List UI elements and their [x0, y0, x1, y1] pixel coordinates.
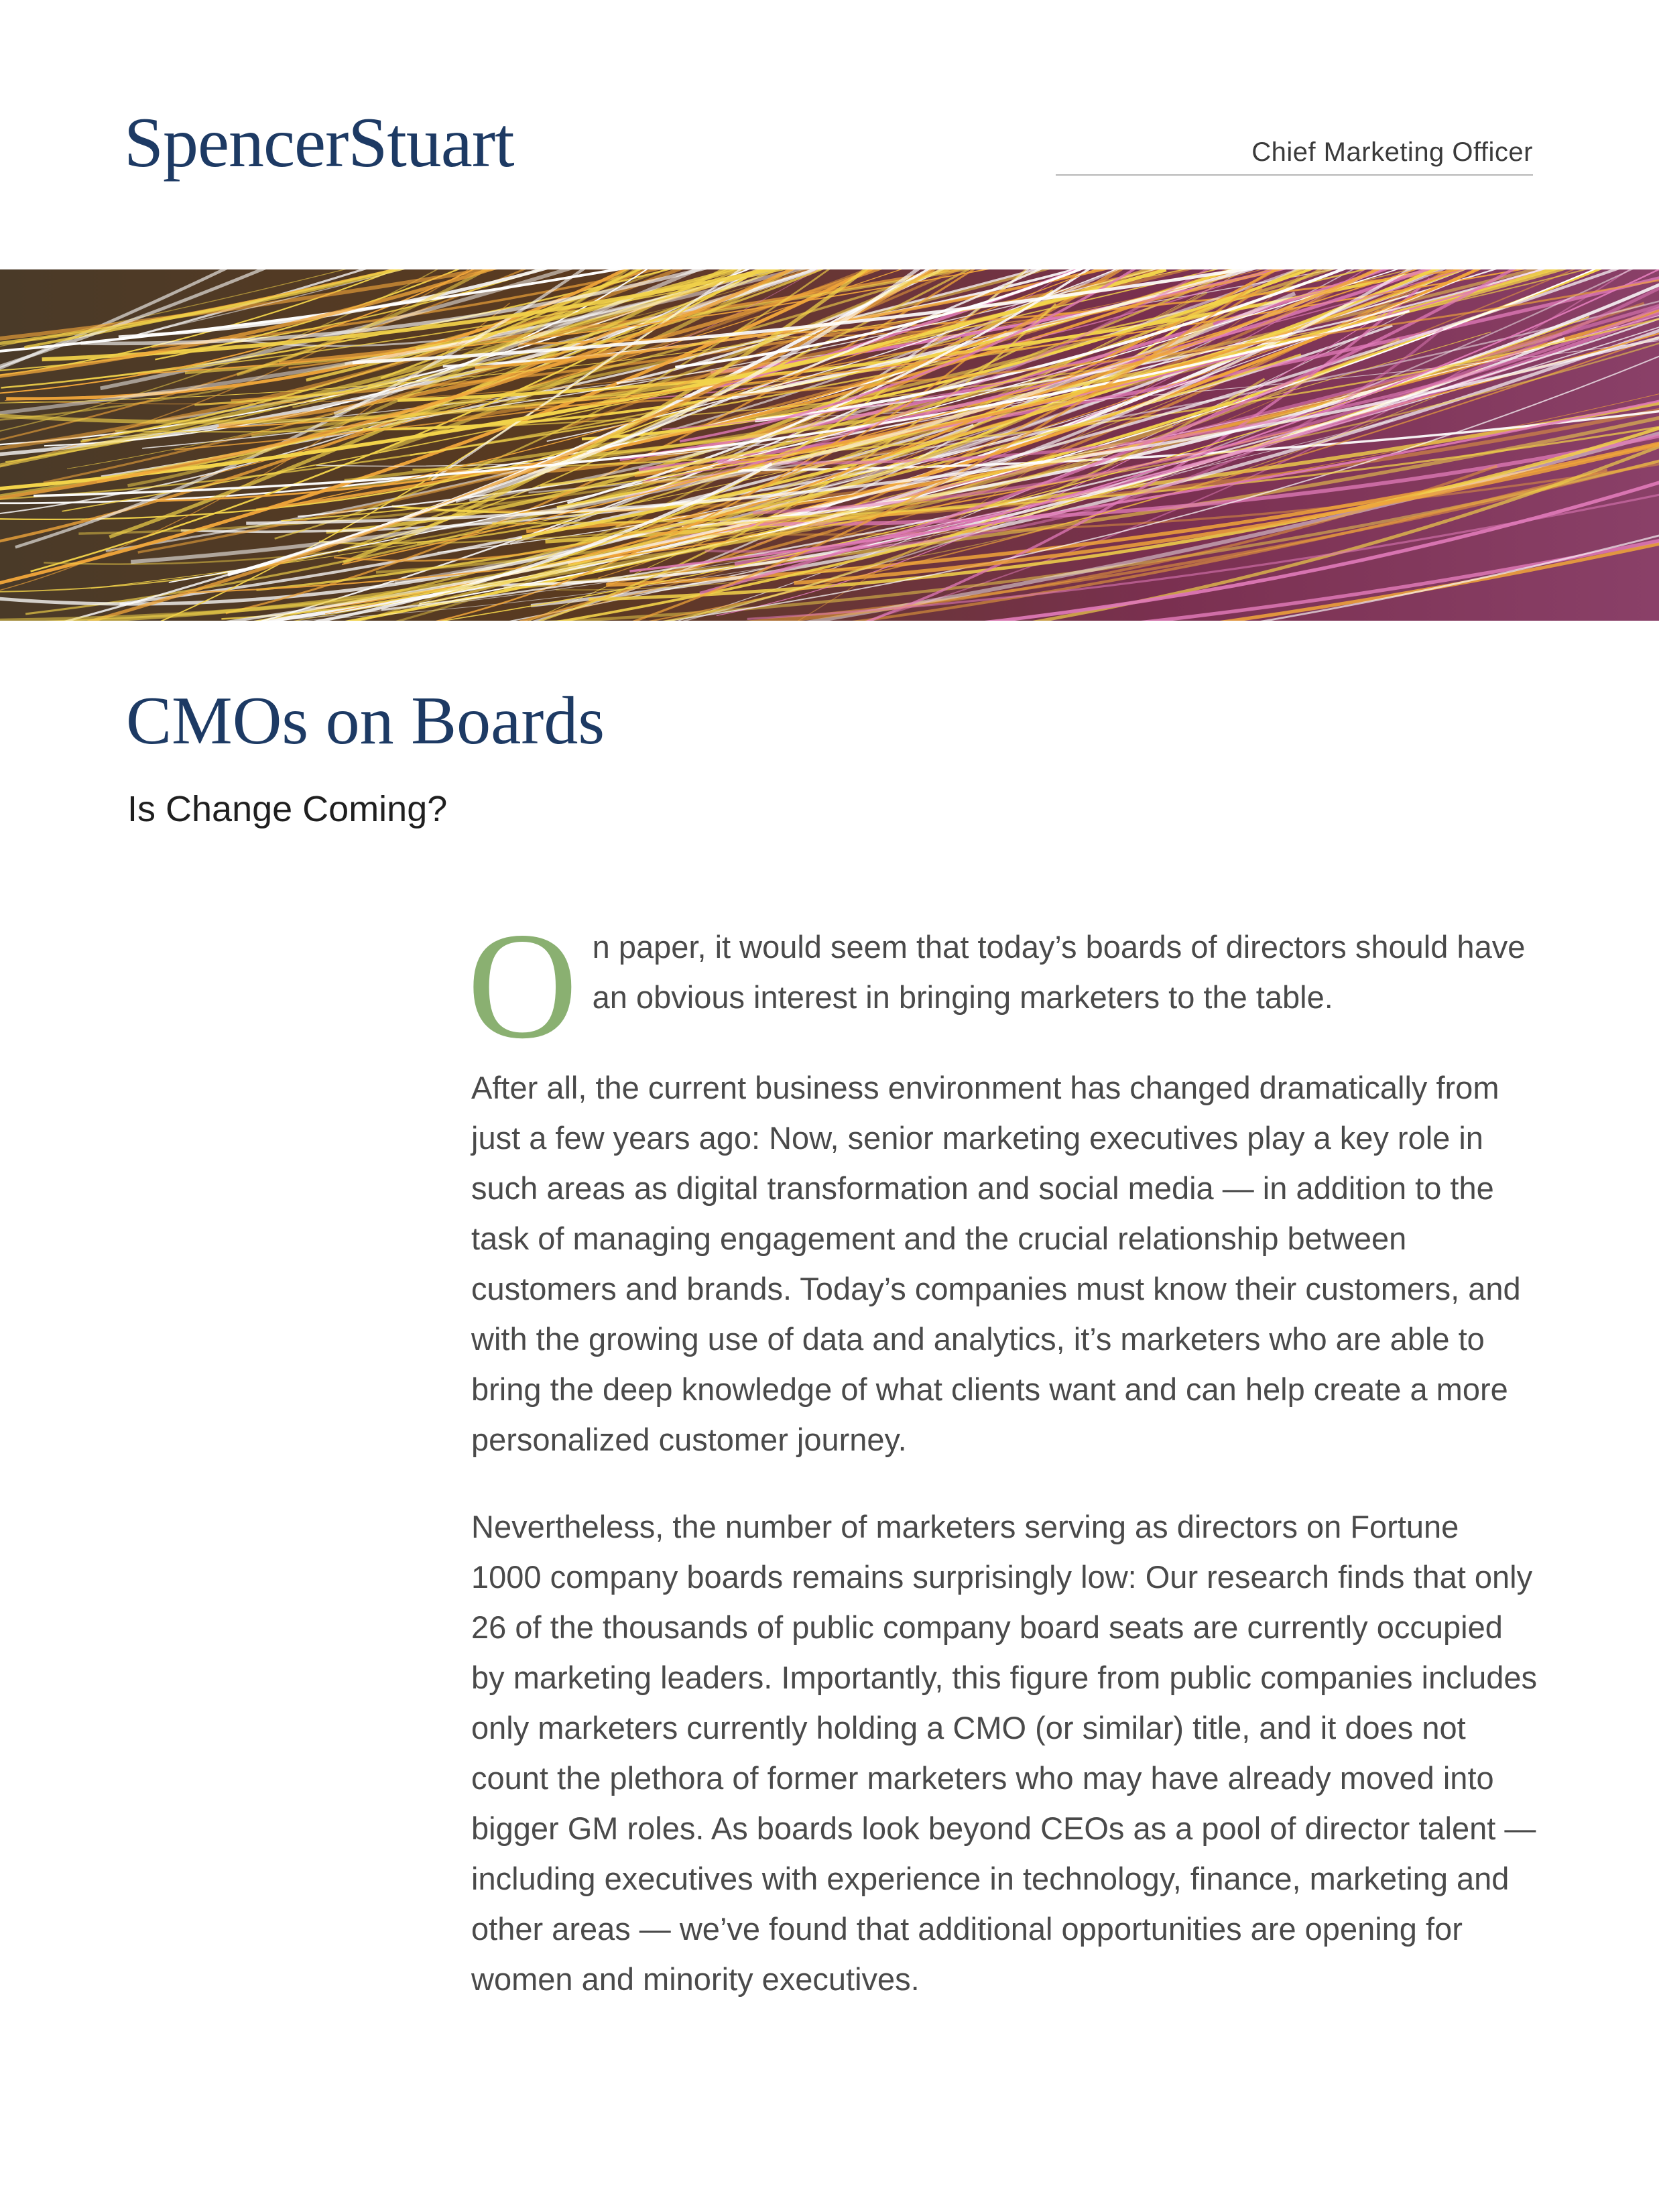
page-title: CMOs on Boards	[126, 683, 605, 759]
page-subtitle: Is Change Coming?	[127, 789, 448, 829]
article-body	[467, 902, 1538, 2041]
drop-cap: O	[467, 902, 578, 1070]
body-paragraph-1: After all, the current business environment has changed dramatically from just a few years ago: Now, senior marketing executives play a key role in such areas as digital transformation and social media — in addition to the task of managing engagement and the crucial relationship between customers and brands. Today’s companies must know their customers, and with the growing use of data and analytics, it’s marketers who are able to bring the deep knowledge of what clients want and can help create a more personalized customer journey.	[471, 1070, 1521, 1457]
lead-paragraph	[467, 902, 1537, 1070]
banner-image	[0, 269, 1659, 621]
lead-text: n paper, it would seem that today’s boards of directors should have an obvious interest in bringing marketers to the table.	[592, 929, 1526, 1015]
body-paragraph-2: Nevertheless, the number of marketers serving as directors on Fortune 1000 company boards remains surprisingly low: Our research finds that only 26 of the thousands of public company board seats are currently occupied by marketing leaders. Importantly, this figure from public companies includes only marketers currently holding a CMO (or similar) title, and it does not count the plethora of former marketers who may have already moved into bigger GM roles. As boards look beyond CEOs as a pool of director talent — including executives with experience in technology, finance, marketing and other areas — we’ve found that additional opportunities are opening for women and minority executives.	[471, 1509, 1538, 1997]
section-label: Chief Marketing Officer	[1251, 137, 1533, 167]
light-streaks-icon	[0, 269, 1659, 621]
header-divider	[1056, 174, 1533, 176]
spencer-stuart-logo: SpencerStuart	[124, 103, 514, 182]
